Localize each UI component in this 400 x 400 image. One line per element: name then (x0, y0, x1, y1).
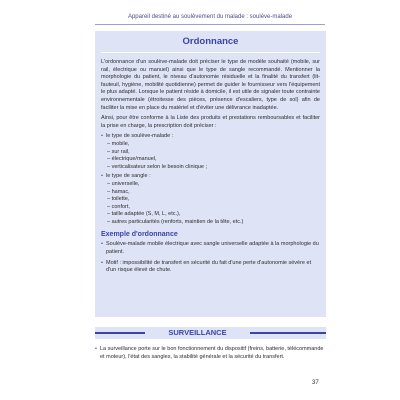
list-item: – verticalisateur selon le besoin clinique ; (107, 163, 207, 170)
list-item: – hamac, (107, 188, 130, 195)
bullet-sling-type (101, 173, 320, 181)
prescription-box (95, 31, 326, 317)
bullet-lift-type (101, 133, 320, 141)
bullet-icon: • (101, 241, 103, 248)
example-item (101, 260, 320, 275)
list-item: – confort, (107, 203, 130, 210)
bullet-icon: • (101, 173, 103, 180)
header-rule (95, 24, 325, 25)
paragraph-requirements: Ainsi, pour être conforme à la Liste des produits et prestations remboursables et faciliter la prise en charge, la prescription doit préciser : (101, 115, 320, 129)
example-title: Exemple d'ordonnance (101, 231, 178, 239)
box-title-rule (101, 52, 320, 53)
list-item: – autres particularités (renforts, maintien de la tête, etc.) (107, 218, 244, 225)
surveillance-item (95, 346, 326, 361)
running-header: Appareil destiné au soulèvement du malade : soulève-malade (127, 14, 293, 20)
bullet-icon: • (101, 259, 103, 266)
page-number: 37 (312, 380, 319, 386)
bullet-lift-type-label: le type de soulève-malade : (106, 133, 174, 140)
list-item: – sur rail, (107, 148, 130, 155)
example-text: Motif : impossibilité de transfert en sécurité du fait d'une perte d'autonomie sévère et d'un risque élevé de chute. (106, 259, 312, 274)
list-item: – taille adaptée (S, M, L, etc.), (107, 211, 181, 218)
sling-type-list (107, 181, 320, 227)
bullet-sling-type-label: le type de sangle : (106, 173, 151, 180)
lift-type-list (107, 141, 320, 171)
list-item: – universelle, (107, 180, 140, 187)
section-rule-left (95, 332, 145, 334)
section-rule-right (250, 332, 326, 334)
section-title: SURVEILLANCE (168, 328, 227, 337)
box-title: Ordonnance (182, 36, 239, 47)
list-item: – mobile, (107, 140, 130, 147)
list-item: – électrique/manuel, (107, 156, 157, 163)
surveillance-text: La surveillance porte sur le bon fonctionnement du dispositif (freins, batterie, télécommande et moteur), l'état des sangles, la stabilité générale et la sécurité du transfert. (100, 346, 324, 360)
list-item: – toilette, (107, 196, 130, 203)
example-item (101, 241, 320, 256)
bullet-icon: • (101, 133, 103, 140)
example-text: Soulève-malade mobile électrique avec sangle universelle adaptée à la morphologie du patient. (106, 241, 319, 256)
bullet-icon: • (95, 346, 97, 352)
paragraph-intro: L'ordonnance d'un soulève-malade doit préciser le type de modèle souhaité (mobile, sur rail, électrique ou manuel) ainsi que le type de sangle recommandé. Mentionner la morphologie du patient, le niveau d'autonomie résiduelle et la finalité du transfert (lit-fauteuil, hygiène, mobilité quotidienne) permet de guider le fournisseur vers l'équipement le plus adapté. Lorsque le patient réside à domicile, il est utile de signaler toute contrainte environnementale (étroitesse des pièces, présence d'escaliers, type de sol) afin de faciliter la mise en place du matériel et d'éviter une délivrance inadaptée. (101, 59, 320, 111)
